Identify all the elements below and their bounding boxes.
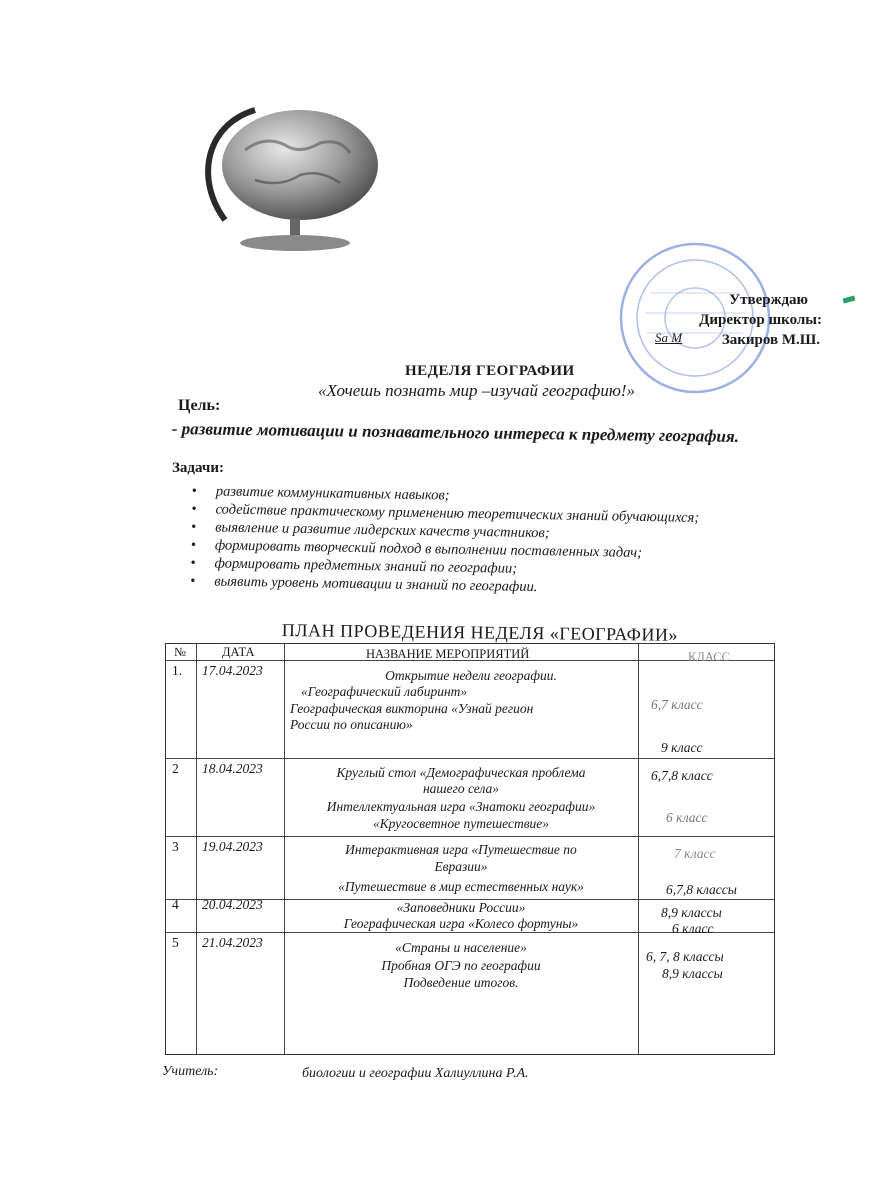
row-name-line: Географическая игра «Колесо фортуны» [343, 916, 579, 931]
teacher-label: Учитель: [162, 1064, 219, 1079]
header-name: НАЗВАНИЕ МЕРОПРИЯТИЙ [366, 647, 530, 661]
page-title: НЕДЕЛЯ ГЕОГРАФИИ [405, 363, 575, 379]
row-class: 6,7 класс [651, 697, 703, 712]
row-name-line: Евразии» [434, 859, 488, 874]
row-date: 21.04.2023 [202, 935, 263, 950]
row-name-line: «Заповедники России» [396, 900, 526, 915]
row-class: 6, 7, 8 классы [646, 949, 724, 964]
row-class: 6 класс [666, 810, 708, 825]
signature: Sa M [655, 330, 683, 345]
row-class: 8,9 классы [661, 905, 722, 920]
row-name-line: России по описанию» [290, 717, 413, 732]
task-item: • формировать предметных знаний по географии; [188, 554, 808, 583]
goal-text: - развитие мотивации и познавательного интереса к предмету география. [171, 418, 740, 446]
row-name-line: «Путешествие в мир естественных наук» [338, 879, 584, 894]
row-name-line: «Географический лабиринт» [301, 684, 468, 699]
task-item: • формировать творческий подход в выполнении поставленных задач; [189, 536, 809, 565]
header-class: КЛАСС [688, 650, 730, 664]
row-name-line: «Страны и население» [395, 940, 527, 955]
task-item: • выявление и развитие лидерских качеств участников; [189, 518, 809, 547]
row-date: 20.04.2023 [202, 897, 263, 912]
row-name-line: Пробная ОГЭ по географии [381, 958, 541, 973]
row-num: 5 [172, 935, 179, 950]
approval-director-name: Закиров М.Ш. [721, 332, 820, 348]
row-class: 7 класс [674, 846, 716, 861]
row-class: 9 класс [661, 740, 703, 755]
row-name-line: Интерактивная игра «Путешествие по [345, 842, 577, 857]
row-name-line: нашего села» [422, 781, 500, 796]
row-name-line: «Кругосветное путешествие» [372, 816, 550, 831]
tasks-label: Задачи: [172, 460, 225, 476]
row-name-line: Подведение итогов. [403, 975, 519, 990]
row-num: 1. [172, 663, 183, 678]
tasks-list [188, 482, 810, 601]
row-num: 4 [172, 897, 179, 912]
header-date: ДАТА [222, 645, 255, 659]
row-class: 6 класс [672, 921, 714, 936]
row-name-line: Круглый стол «Демографическая проблема [336, 765, 586, 780]
task-item: • содействие практическому применению теоретических знаний обучающихся; [189, 500, 809, 529]
task-item: • выявить уровень мотивации и знаний по географии. [188, 572, 808, 601]
approval-line-1: Утверждаю [729, 292, 808, 308]
goal-label: Цель: [178, 397, 221, 414]
row-class: 6,7,8 класс [651, 768, 713, 783]
teacher-name: биологии и географии Халиуллина Р.А. [302, 1066, 529, 1081]
row-class: 6,7,8 классы [666, 882, 737, 897]
events-table [165, 643, 775, 1055]
row-date: 19.04.2023 [202, 839, 263, 854]
row-num: 2 [172, 761, 179, 776]
row-date: 17.04.2023 [202, 663, 263, 678]
row-num: 3 [172, 839, 179, 854]
header-num: № [174, 645, 186, 659]
globe-image [195, 100, 395, 265]
row-name-line: Интеллектуальная игра «Знатоки географии» [326, 799, 596, 814]
approval-line-2: Директор школы: [699, 312, 822, 328]
plan-title: ПЛАН ПРОВЕДЕНИЯ НЕДЕЛЯ «ГЕОГРАФИИ» [281, 620, 679, 645]
slogan: «Хочешь познать мир –изучай географию!» [318, 381, 636, 400]
row-name-line: Открытие недели географии. [385, 668, 557, 683]
task-item: • развитие коммуникативных навыков; [190, 482, 810, 511]
row-name-line: Географическая викторина «Узнай регион [290, 701, 534, 716]
row-date: 18.04.2023 [202, 761, 263, 776]
row-class: 8,9 классы [662, 966, 723, 981]
